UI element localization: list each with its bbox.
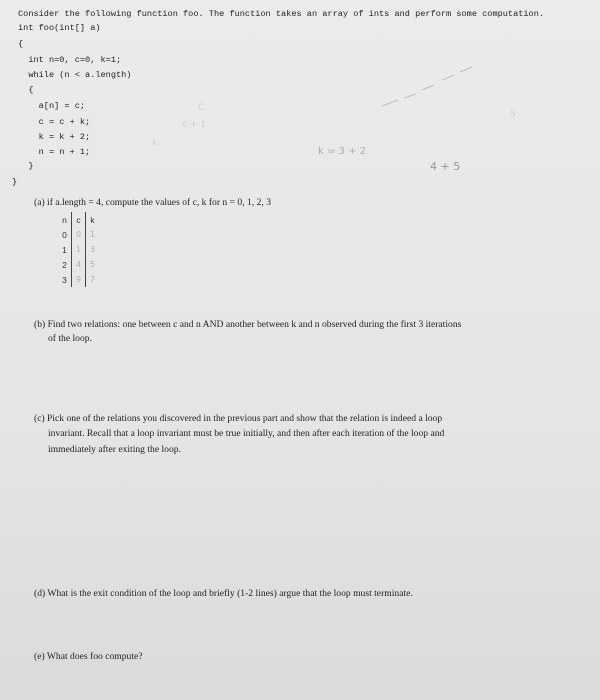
question-b-line-1: (b) Find two relations: one between c and n AND another between k and n observed during the first 3 iterations (34, 319, 462, 330)
code-line-3: int n=0, c=0, k=1; (18, 55, 122, 65)
code-line-5: { (18, 85, 34, 95)
table-header-row (58, 212, 99, 227)
code-line-9: n = n + 1; (18, 147, 91, 157)
handwritten-k-equation: k = 3 + 2 (318, 146, 366, 157)
table-cell-n: 2 (58, 257, 72, 272)
table-cell-k: 7 (89, 275, 96, 284)
handwritten-c-plus-one: c + 1 (182, 120, 206, 130)
handwritten-c-label: C (198, 103, 205, 113)
question-c-line-3: immediately after exiting the loop. (48, 444, 181, 455)
code-line-11: } (12, 177, 18, 187)
handwritten-four-plus-five: 4 + 5 (430, 160, 461, 173)
table-cell-n: 1 (58, 242, 72, 257)
table-cell-c: 4 (72, 257, 86, 272)
table-header-c: c (72, 212, 86, 227)
code-line-1: int foo(int[] a) (18, 23, 101, 33)
table-header-n: n (58, 212, 72, 227)
table-row (58, 227, 99, 242)
table-cell-k: 3 (89, 245, 96, 254)
code-line-8: k = k + 2; (18, 132, 91, 142)
table-cell-c: 1 (72, 242, 86, 257)
question-c-line-1: (c) Pick one of the relations you discovered in the previous part and show that the relation is indeed a loop (34, 413, 443, 424)
handwritten-five: 5 (510, 110, 516, 120)
code-line-2: { (18, 39, 24, 49)
code-line-10: } (18, 161, 34, 171)
nck-table (58, 212, 99, 287)
table-header-k: k (90, 214, 95, 225)
question-c-line-2: invariant. Recall that a loop invariant must be true initially, and then after each iteration of the loop and (48, 428, 445, 439)
handwritten-k-label: k (152, 138, 158, 148)
table-row (58, 272, 99, 287)
question-b-line-2: of the loop. (48, 333, 92, 344)
intro-text: Consider the following function foo. The function takes an array of ints and perform some computation. (18, 9, 545, 19)
table-cell-k: 5 (89, 260, 96, 269)
table-row (58, 242, 99, 257)
table-cell-c: 0 (72, 227, 86, 242)
table-cell-c: 9 (72, 272, 86, 287)
table-cell-n: 0 (58, 227, 72, 242)
code-line-7: c = c + k; (18, 117, 91, 127)
table-row (58, 257, 99, 272)
code-line-4: while (n < a.length) (18, 70, 132, 80)
pencil-dash-marks (370, 62, 480, 112)
question-e: (e) What does foo compute? (34, 651, 143, 662)
table-cell-n: 3 (58, 272, 72, 287)
code-line-6: a[n] = c; (18, 101, 86, 111)
question-a: (a) if a.length = 4, compute the values of c, k for n = 0, 1, 2, 3 (34, 197, 272, 208)
question-d: (d) What is the exit condition of the loop and briefly (1-2 lines) argue that the loop must terminate. (34, 588, 413, 599)
table-cell-k: 1 (89, 230, 96, 239)
